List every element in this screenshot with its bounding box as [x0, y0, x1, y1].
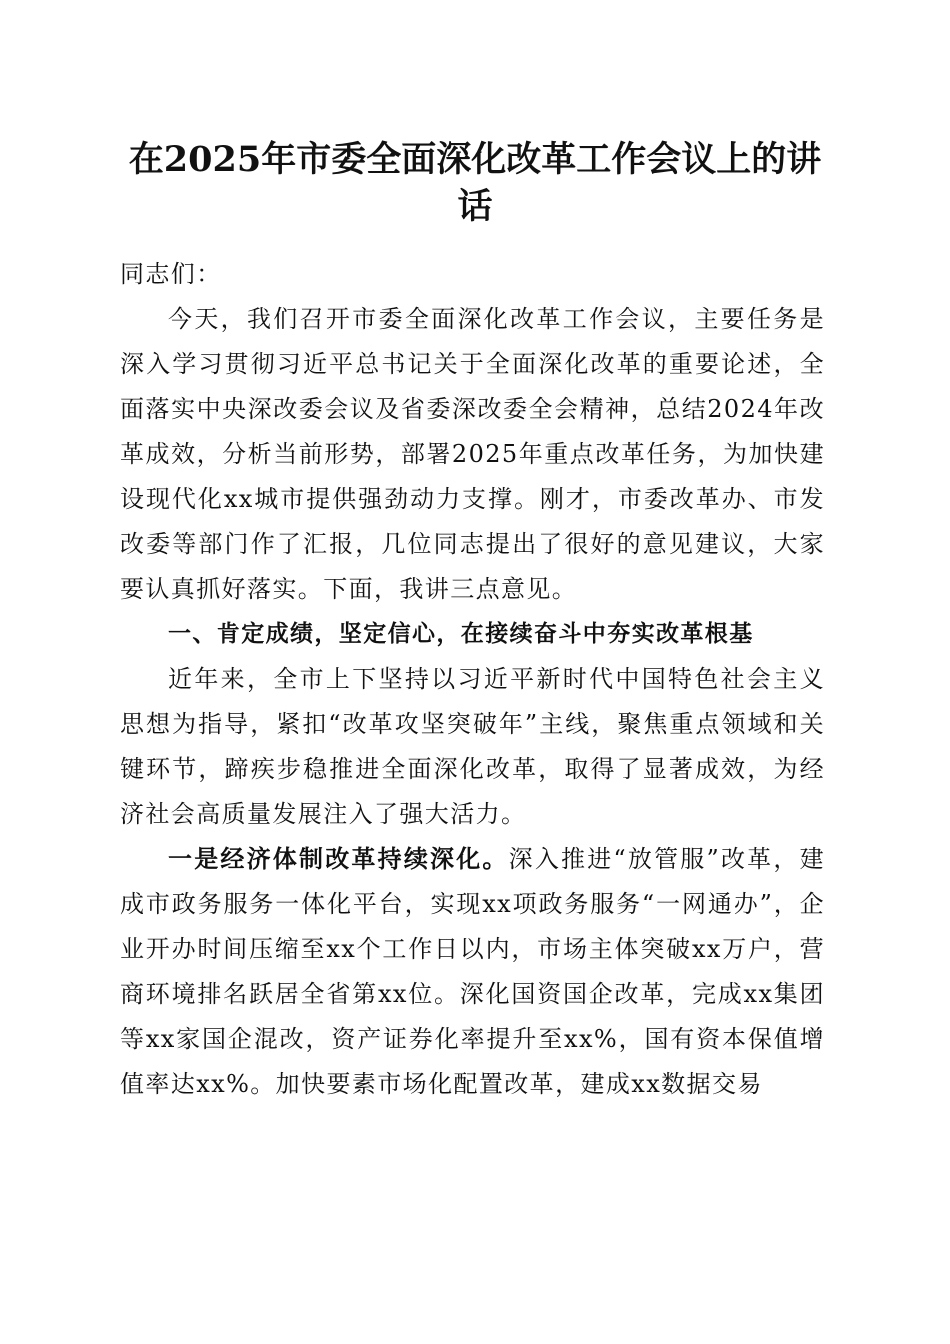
document-title: 在2025年市委全面深化改革工作会议上的讲话	[128, 139, 822, 227]
section-heading-1: 一、肯定成绩，坚定信心，在接续奋斗中夯实改革根基	[168, 621, 754, 647]
paragraph-body-text: 深入推进“放管服”改革，建成市政务服务一体化平台，实现xx项政务服务“一网通办”，企业开办时间压缩至xx个工作日以内，市场主体突破xx万户，营商环境排名跃居全省第xx位。深化国资国企改革，完成xx集团等xx家国企混改，资产证券化率提升至xx%，国有资本保值增值率达xx%。加快要素市场化配置改革，建成xx数据交易	[120, 845, 825, 1098]
salutation: 同志们：	[120, 260, 222, 288]
section1-paragraph-1: 近年来，全市上下坚持以习近平新时代中国特色社会主义思想为指导，紧扣“改革攻坚突破年”主线，聚焦重点领域和关键环节，蹄疾步稳推进全面深化改革，取得了显著成效，为经济社会高质量发展注入了强大活力。	[120, 665, 825, 828]
document-body	[120, 252, 825, 1107]
paragraph-lead-bold: 一是经济体制改革持续深化。	[168, 845, 509, 873]
section1-paragraph-2	[120, 837, 825, 1107]
intro-paragraph: 今天，我们召开市委全面深化改革工作会议，主要任务是深入学习贯彻习近平总书记关于全面深化改革的重要论述，全面落实中央深改委会议及省委深改委全会精神，总结2024年改革成效，分析当前形势，部署2025年重点改革任务，为加快建设现代化xx城市提供强劲动力支撑。刚才，市委改革办、市发改委等部门作了汇报，几位同志提出了很好的意见建议，大家要认真抓好落实。下面，我讲三点意见。	[120, 305, 825, 603]
